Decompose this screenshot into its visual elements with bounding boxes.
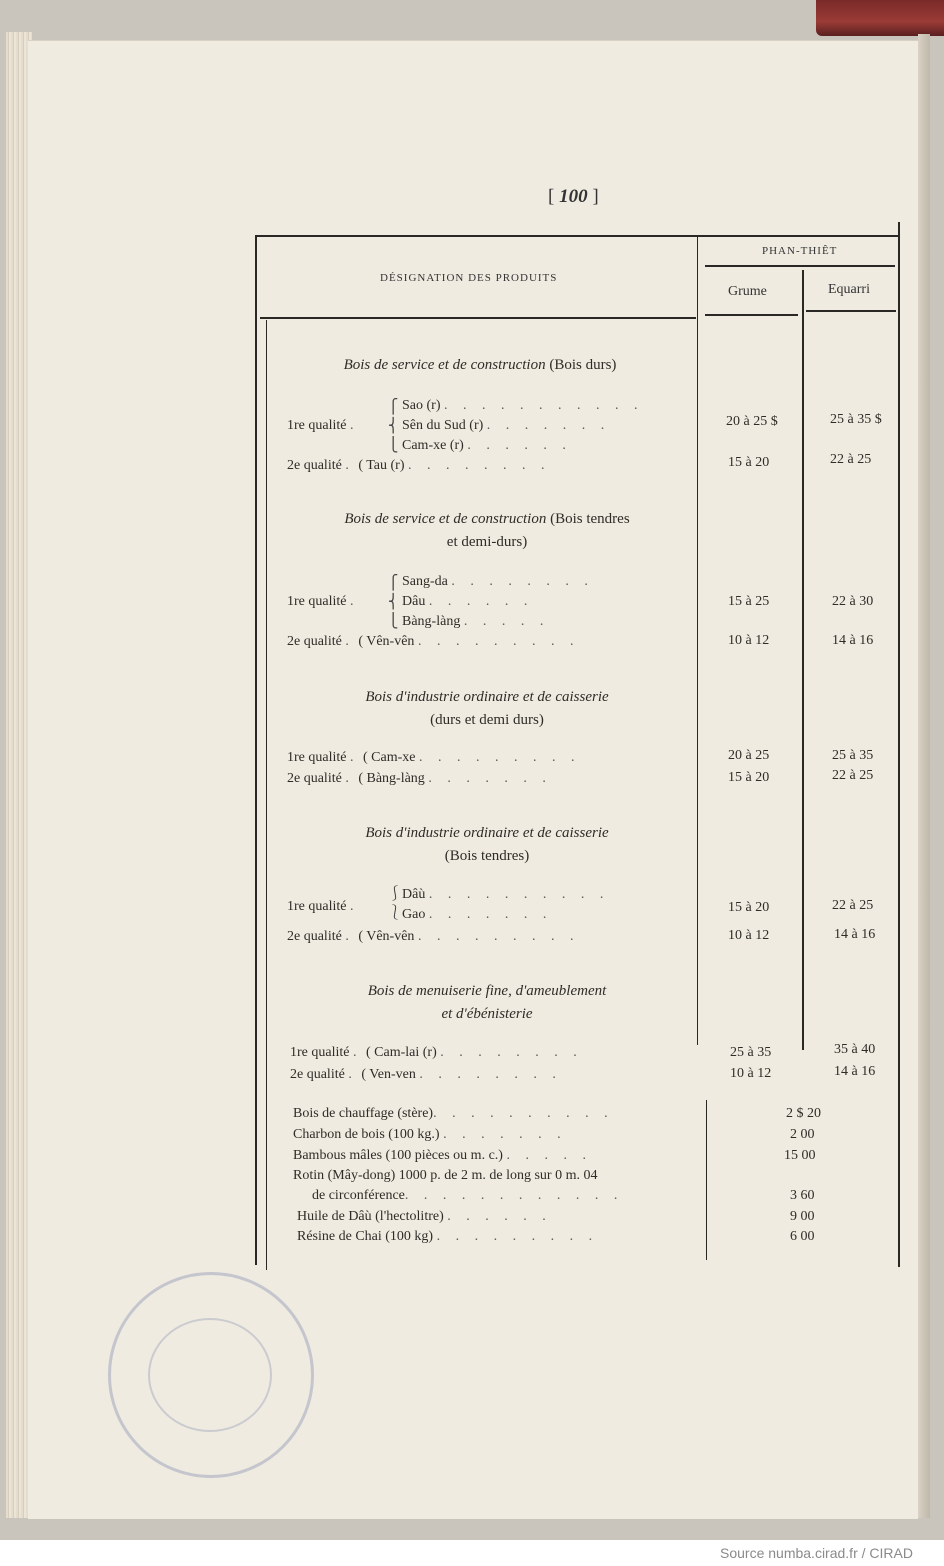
quality-label: 2e qualité . ( Bàng-làng . . . . . . .: [287, 771, 552, 786]
misc-price: 2 $ 20: [786, 1106, 821, 1121]
table-right-border: [898, 222, 900, 1267]
price-equarri: 14 à 16: [834, 1064, 876, 1079]
price-equarri: 22 à 25: [832, 898, 874, 913]
header-equarri: Equarri: [828, 282, 870, 297]
quality-label: 1re qualité .: [287, 418, 360, 433]
brace-left: ⎰ ⎱: [388, 887, 402, 921]
price-equarri: 22 à 30: [832, 594, 874, 609]
grume-underline: [705, 314, 798, 316]
page-number: [ 100 ]: [548, 186, 599, 207]
price-grume: 25 à 35: [730, 1045, 772, 1060]
header-divider: [260, 317, 696, 319]
header-designation: DÉSIGNATION DES PRODUITS: [380, 272, 558, 284]
price-grume: 20 à 25: [728, 748, 770, 763]
price-grume: 10 à 12: [728, 928, 770, 943]
brace-left: ⎧ ⎨ ⎩: [388, 576, 399, 629]
source-credit: Source numba.cirad.fr / CIRAD: [720, 1545, 913, 1561]
price-equarri: 25 à 35 $: [830, 412, 882, 427]
price-equarri: 25 à 35: [832, 748, 874, 763]
quality-label: 2e qualité . ( Ven-ven . . . . . . . .: [290, 1067, 562, 1082]
price-grume: 10 à 12: [730, 1066, 772, 1081]
quality-label: 1re qualité .: [287, 899, 360, 914]
price-equarri: 22 à 25: [830, 452, 872, 467]
misc-price: 9 00: [790, 1209, 815, 1224]
misc-item: Bois de chauffage (stère). . . . . . . . . .: [293, 1106, 614, 1121]
header-region: PHAN-THIÊT: [762, 245, 838, 257]
misc-item: Charbon de bois (100 kg.) . . . . . . .: [293, 1127, 567, 1142]
equarri-underline: [806, 310, 896, 312]
misc-price: 3 60: [790, 1188, 815, 1203]
misc-item: de circonférence. . . . . . . . . . . .: [312, 1188, 624, 1203]
price-grume: 20 à 25 $: [726, 414, 778, 429]
section-title: Bois de service et de construction (Bois tendres et demi-durs): [344, 511, 630, 550]
misc-item: Huile de Dâù (l'hectolitre) . . . . . .: [297, 1209, 552, 1224]
price-grume: 15 à 20: [728, 900, 770, 915]
wood-item: Sang-da . . . . . . . .: [402, 574, 594, 589]
section-title: Bois d'industrie ordinaire et de caisserie (durs et demi durs): [365, 689, 609, 728]
wood-item: Gao . . . . . . .: [402, 907, 553, 922]
misc-price-divider: [706, 1100, 707, 1260]
quality-label: 1re qualité .: [287, 594, 360, 609]
wood-item: Sao (r) . . . . . . . . . . .: [402, 398, 644, 413]
section-title: Bois d'industrie ordinaire et de caisserie (Bois tendres): [365, 825, 609, 864]
price-grume: 10 à 12: [728, 633, 770, 648]
quality-label: 2e qualité . ( Tau (r) . . . . . . . .: [287, 458, 551, 473]
column-divider-1: [697, 235, 698, 1045]
table-top-border: [255, 235, 900, 237]
misc-item: Résine de Chai (100 kg) . . . . . . . . .: [297, 1229, 599, 1244]
section-title: Bois de service et de construction (Bois durs): [343, 357, 617, 373]
header-grume: Grume: [728, 284, 767, 299]
wood-item: Sên du Sud (r) . . . . . . .: [402, 418, 611, 433]
wood-item: Dâù . . . . . . . . . .: [402, 887, 610, 902]
library-stamp-inner-ring: [148, 1318, 272, 1432]
book-cover-edge: [816, 0, 944, 36]
region-underline: [705, 265, 895, 267]
price-equarri: 35 à 40: [834, 1042, 876, 1057]
brace-left: ⎧ ⎨ ⎩: [388, 400, 399, 453]
quality-label: 2e qualité . ( Vên-vên . . . . . . . . .: [287, 929, 580, 944]
section-title: Bois de menuiserie fine, d'ameublement et d'ébénisterie: [367, 983, 607, 1022]
misc-price: 6 00: [790, 1229, 815, 1244]
misc-price: 2 00: [790, 1127, 815, 1142]
quality-label: 1re qualité . ( Cam-xe . . . . . . . . .: [287, 750, 581, 765]
wood-item: Dâu . . . . . .: [402, 594, 534, 609]
misc-price: 15 00: [784, 1148, 816, 1163]
price-grume: 15 à 20: [728, 455, 770, 470]
table-left-border-inner: [266, 320, 267, 1270]
wood-item: Cam-xe (r) . . . . . .: [402, 438, 572, 453]
table-left-border: [255, 235, 257, 1265]
misc-item: Rotin (Mây-dong) 1000 p. de 2 m. de long sur 0 m. 04: [293, 1168, 598, 1183]
price-equarri: 14 à 16: [832, 633, 874, 648]
price-equarri: 14 à 16: [834, 927, 876, 942]
page-right-edge: [918, 34, 930, 1518]
quality-label: 1re qualité . ( Cam-lai (r) . . . . . . . .: [290, 1045, 583, 1060]
quality-label: 2e qualité . ( Vên-vên . . . . . . . . .: [287, 634, 580, 649]
wood-item: Bàng-làng . . . . .: [402, 614, 550, 629]
price-grume: 15 à 25: [728, 594, 770, 609]
price-grume: 15 à 20: [728, 770, 770, 785]
misc-item: Bambous mâles (100 pièces ou m. c.) . . . . .: [293, 1148, 592, 1163]
price-equarri: 22 à 25: [832, 768, 874, 783]
column-divider-2: [802, 270, 804, 1050]
